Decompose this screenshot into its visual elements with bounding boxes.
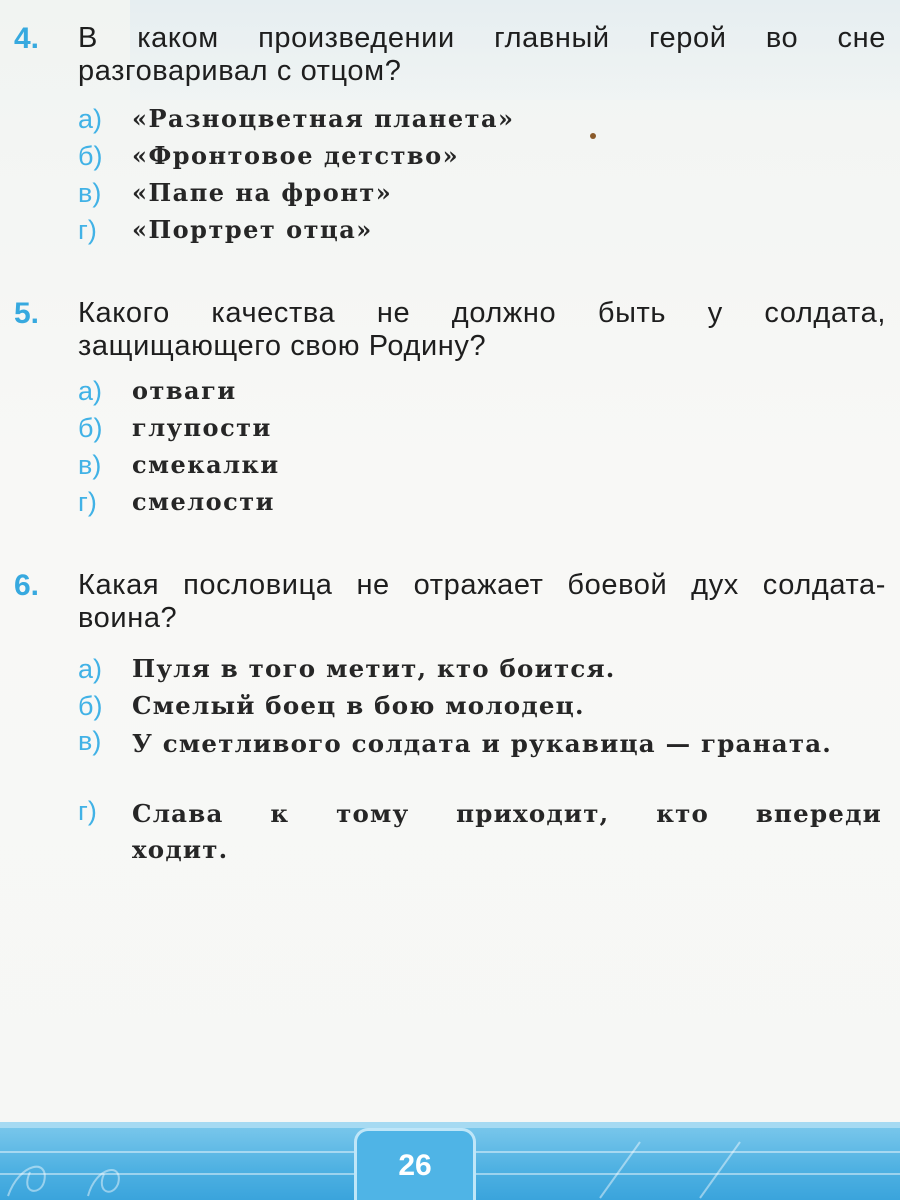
page-number-tab (354, 1128, 476, 1200)
ink-speck (590, 133, 596, 139)
option-text: Слава к тому приходит, кто впереди ходит. (132, 799, 882, 864)
option-letter: б) (78, 691, 103, 721)
option-letter: в) (78, 726, 102, 756)
option-letter: г) (78, 215, 97, 245)
question-text: В каком произведении главный герой во сне разговаривал с отцом? (78, 22, 886, 87)
option-text: Пуля в того метит, кто боится. (132, 654, 616, 683)
option-text: «Разноцветная планета» (132, 104, 515, 133)
option-letter: в) (78, 450, 102, 480)
option-text: отваги (132, 376, 237, 405)
question-text: Какая пословица не отражает боевой дух солдата-воина? (78, 569, 886, 634)
option-text: У сметливого солдата и рукавица — граната. (132, 729, 833, 758)
option-text: «Портрет отца» (132, 215, 373, 244)
option-text: «Папе на фронт» (132, 178, 393, 207)
option-text: глупости (132, 413, 272, 442)
option-text: «Фронтовое детство» (132, 141, 460, 170)
option-letter: б) (78, 141, 103, 171)
option-letter: а) (78, 654, 103, 684)
question-number: 5. (14, 297, 40, 330)
option-letter: г) (78, 796, 97, 826)
option-text: Смелый боец в бою молодец. (132, 691, 585, 720)
option-letter: в) (78, 178, 102, 208)
option-text: смекалки (132, 450, 280, 479)
option-letter: б) (78, 413, 103, 443)
option-letter: г) (78, 487, 97, 517)
question-number: 6. (14, 569, 40, 602)
question-number: 4. (14, 22, 40, 55)
question-text: Какого качества не должно быть у солдата, защищающего свою Родину? (78, 297, 886, 362)
page-number: 26 (398, 1149, 432, 1182)
option-letter: а) (78, 104, 103, 134)
option-text: смелости (132, 487, 275, 516)
option-letter: а) (78, 376, 103, 406)
